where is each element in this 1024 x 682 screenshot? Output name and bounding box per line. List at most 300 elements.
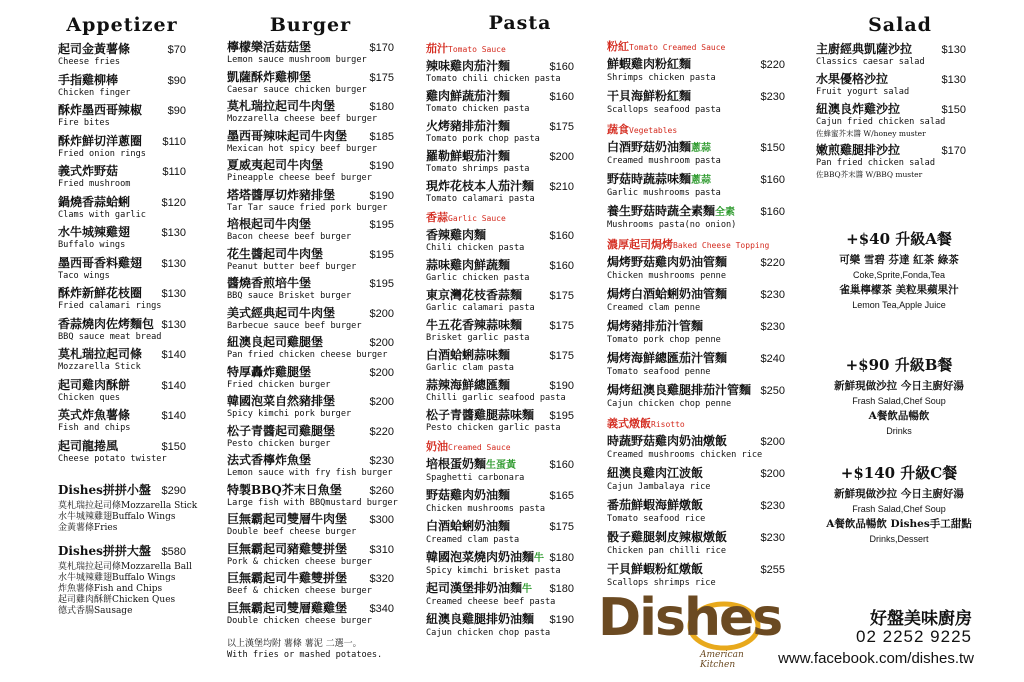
item-price: $165 [549, 490, 574, 502]
item-name-en: Cajun fried chicken salad [816, 117, 946, 127]
item-name-zh: 起司金黃薯條 [58, 42, 131, 56]
item-name-zh: 松子青醬起司雞腿堡 [227, 423, 336, 438]
menu-item [607, 287, 785, 314]
upgrade-title: +$140 升級C餐 [840, 464, 958, 482]
menu-item [227, 571, 394, 597]
appetizer-heading: Appetizer [66, 14, 178, 36]
item-name-zh: 骰子雞腿剝皮辣椒燉飯 [607, 530, 728, 544]
item-price: $140 [161, 410, 186, 422]
menu-item [426, 378, 574, 404]
item-price: $255 [760, 564, 785, 576]
item-price: $130 [941, 74, 966, 86]
section-name: 濃厚起司焗烤 [607, 238, 673, 251]
item-price: $130 [941, 44, 966, 56]
menu-item [58, 134, 186, 160]
item-name-zh: 塔塔醬厚切炸豬排堡 [227, 187, 336, 202]
item-name-zh: 檸檬樂活菇菇堡 [227, 40, 312, 54]
item-name-zh: 蒜辣海鮮總匯麵 [426, 378, 511, 392]
menu-item [227, 424, 394, 450]
menu-item [426, 59, 574, 85]
item-name-zh: 嫩煎雞腿排沙拉 [816, 143, 901, 157]
item-name-zh: 起司龍捲風 [58, 438, 119, 453]
item-name-zh: 火烤豬排茄汁麵 [426, 119, 511, 133]
upgrade-line: 可樂 雪碧 芬達 紅茶 綠茶 [839, 254, 959, 266]
logo-text: Dishes [598, 588, 782, 648]
item-name-en: Tomato shrimps pasta [426, 164, 530, 174]
menu-item [426, 288, 574, 314]
item-name-zh: 巨無霸起司雙層牛肉堡 [227, 512, 348, 526]
platter-large-lines [58, 561, 192, 617]
item-price: $220 [369, 425, 394, 438]
upgrade-set [806, 354, 992, 439]
menu-item [227, 188, 394, 214]
item-price: $160 [549, 459, 574, 471]
item-name-en: Spicy kimchi pork burger [227, 409, 352, 419]
platter-line: 起司雞肉酥餅Chicken Ques [58, 594, 176, 605]
item-name-zh: 墨西哥香料雞翅 [58, 255, 143, 270]
menu-item [58, 256, 186, 282]
item-price: $130 [161, 257, 186, 270]
item-price: $195 [369, 248, 394, 261]
item-name-zh: 焗烤豬排茄汁管麵 [607, 319, 704, 333]
item-price: $160 [549, 230, 574, 242]
item-name-en: Taco wings [58, 270, 110, 281]
item-name-zh: 干貝海鮮粉紅麵 [607, 89, 692, 103]
menu-item [227, 335, 394, 361]
item-name-zh: 特厚轟炸雞腿堡 [227, 364, 312, 379]
item-name-zh: 醬燒香煎培牛堡 [227, 276, 312, 290]
item-price: $175 [549, 521, 574, 533]
item-name-en: Tar Tar sauce fried pork burger [227, 202, 388, 213]
item-name-zh: 酥炸墨西哥辣椒 [58, 103, 143, 117]
item-name-zh: 香辣雞肉麵 [426, 228, 487, 242]
menu-item [227, 217, 394, 243]
item-name-zh: 番茄鮮蝦海鮮燉飯 [607, 498, 704, 512]
item-name-zh: 莫札瑞拉起司牛肉堡 [227, 99, 336, 113]
item-price: $230 [369, 455, 394, 467]
menu-item [607, 434, 785, 461]
item-name-zh: 焗烤海鮮總匯茄汁管麵 [607, 351, 728, 365]
upgrade-line: 新鮮現做沙拉 今日主廚好湯 [834, 380, 964, 392]
menu-item [426, 519, 574, 546]
item-name-en: Buffalo wings [58, 240, 126, 250]
item-name-zh: 養生野菇時蔬全素麵全素 [607, 204, 736, 218]
menu-item [227, 601, 394, 627]
item-price: $200 [549, 151, 574, 163]
item-name-zh: 酥炸鮮切洋蔥圈 [58, 133, 143, 148]
item-price: $250 [760, 385, 785, 397]
menu-item [607, 140, 785, 167]
item-price: $175 [369, 71, 394, 84]
item-name-en: Fried onion rings [58, 148, 146, 159]
item-price: $175 [549, 121, 574, 133]
upgrade-line: A餐飲品暢飲 [868, 410, 930, 422]
item-name-zh: 羅勒鮮蝦茄汁麵 [426, 149, 511, 163]
item-name-zh: 鍋燒香蒜蛤蜊 [58, 194, 131, 209]
menu-item [607, 562, 785, 589]
menu-item [227, 129, 394, 155]
item-price: $195 [369, 278, 394, 290]
item-price: $200 [369, 337, 394, 349]
item-name-en: Creamed cheese beef pasta [426, 597, 556, 607]
burger-note-zh: 以上漢堡均附 薯條 薯泥 二選一。 [227, 638, 362, 649]
item-price: $180 [549, 552, 574, 564]
menu-item [227, 247, 394, 273]
item-name-zh: 野菇時蔬蒜味麵蔥蒜 [607, 172, 712, 186]
item-name-en: Chili chicken pasta [426, 243, 525, 253]
section-garlic-heading [426, 209, 574, 225]
menu-item [58, 103, 186, 129]
item-price: $140 [161, 379, 186, 392]
item-name-zh: 紐澳良起司雞腿堡 [227, 335, 324, 349]
item-price: $230 [760, 289, 785, 301]
section-tomato-heading [426, 40, 574, 56]
item-name-en: Creamed clam pasta [426, 535, 520, 545]
item-name-en: Fried chicken burger [227, 379, 331, 390]
item-name-en: Shrimps chicken pasta [607, 73, 716, 83]
item-name-en: Pan fried chicken cheese burger [227, 350, 388, 360]
item-name-zh: 美式經典起司牛肉堡 [227, 305, 336, 320]
item-name-en: Clams with garlic [58, 209, 146, 220]
facebook-url[interactable]: www.facebook.com/dishes.tw [778, 650, 974, 667]
menu-item [426, 318, 574, 344]
menu-item [227, 40, 394, 66]
item-name-en: Tomato calamari pasta [426, 194, 535, 204]
menu-item [426, 581, 574, 608]
menu-item [227, 453, 394, 479]
item-price: $200 [760, 436, 785, 448]
item-name-en: Tomato pork chop pasta [426, 134, 540, 144]
menu-item [426, 457, 574, 484]
item-name-en: Scallops seafood pasta [607, 105, 721, 115]
item-name-zh: 紐澳良雞腿排奶油麵 [426, 612, 535, 626]
salad-item [816, 143, 966, 180]
item-name-zh: 雞肉鮮蔬茄汁麵 [426, 89, 511, 103]
item-name-en: Barbecue sauce beef burger [227, 320, 362, 331]
menu-item [426, 228, 574, 254]
item-price: $230 [760, 500, 785, 512]
menu-item [58, 408, 186, 434]
item-name-en: Garlic calamari pasta [426, 303, 535, 313]
item-name-zh: 香蒜燒肉佐烤麵包 [58, 316, 155, 331]
menu-item [607, 383, 785, 410]
section-subtitle: Tomato Creamed Sauce [629, 43, 726, 52]
item-price: $190 [369, 189, 394, 202]
item-price: $90 [167, 105, 186, 117]
item-name-en: BBQ sauce meat bread [58, 331, 162, 342]
pasta-column-2 [607, 38, 785, 594]
item-name-en: Fried calamari rings [58, 301, 162, 311]
menu-item [58, 195, 186, 221]
salad-list [816, 42, 966, 180]
item-name-en: Mexican hot spicy beef burger [227, 143, 378, 154]
item-name-en: Double chicken cheese burger [227, 615, 372, 626]
item-tag: 牛 [522, 584, 533, 595]
item-name-en: Creamed mushrooms chicken rice [607, 450, 763, 460]
item-price: $130 [161, 288, 186, 300]
item-price: $110 [162, 135, 186, 148]
item-name-en: Tomato pork chop penne [607, 335, 721, 345]
item-name-zh: 松子青醬雞腿蒜味麵 [426, 408, 535, 422]
upgrade-line: 新鮮現做沙拉 今日主廚好湯 [834, 488, 964, 500]
item-name-zh: 特製BBQ芥末日魚堡 [227, 482, 342, 497]
item-name-en: BBQ sauce Brisket burger [227, 291, 352, 301]
section-subtitle: Garlic Sauce [448, 214, 506, 223]
item-price: $180 [369, 101, 394, 113]
section-cream-heading [426, 438, 574, 454]
item-price: $340 [369, 602, 394, 615]
item-price: $130 [161, 318, 186, 331]
section-subtitle: Tomato Sauce [448, 45, 506, 54]
menu-item [227, 276, 394, 302]
section-veg-heading [607, 121, 785, 137]
item-price: $260 [369, 484, 394, 497]
item-price: $190 [549, 614, 574, 626]
menu-item [607, 498, 785, 525]
item-name-zh: 巨無霸起司雙層雞雞堡 [227, 600, 348, 615]
item-name-zh: 紐澳良炸雞沙拉 [816, 102, 901, 116]
item-name-zh: 法式香檸炸魚堡 [227, 453, 312, 467]
menu-item [426, 488, 574, 515]
item-tag: 全素 [715, 207, 736, 218]
item-name-en: Chicken pan chilli rice [607, 546, 726, 556]
menu-item [607, 351, 785, 378]
item-name-en: Scallops shrimps rice [607, 578, 716, 588]
menu-item [227, 306, 394, 332]
item-name-en: Classics caesar salad [816, 57, 925, 67]
platter-large-price: $580 [161, 545, 186, 558]
salad-heading: Salad [868, 14, 932, 36]
item-name-en: Mushrooms pasta(no onion) [607, 220, 737, 230]
menu-item [58, 439, 186, 465]
menu-item [58, 378, 186, 404]
item-price: $170 [941, 145, 966, 157]
item-name-zh: 英式炸魚薯條 [58, 408, 131, 422]
item-name-zh: 焗烤野菇雞肉奶油管麵 [607, 255, 728, 269]
item-name-zh: 巨無霸起司豬雞雙拼堡 [227, 541, 348, 556]
item-price: $90 [167, 74, 186, 87]
platter-small [58, 482, 198, 534]
menu-item [607, 530, 785, 557]
item-name-zh: 主廚經典凱薩沙拉 [816, 42, 913, 56]
menu-item [58, 317, 186, 343]
item-name-zh: 鮮蝦雞肉粉紅麵 [607, 57, 692, 71]
item-price: $160 [760, 174, 785, 186]
section-name: 香蒜 [426, 211, 448, 224]
appetizer-list [58, 42, 186, 465]
item-name-en: Tomato chili chicken pasta [426, 74, 561, 84]
item-name-en: Double beef cheese burger [227, 527, 357, 537]
item-name-zh: 培根蛋奶麵生蛋黃 [426, 457, 517, 471]
upgrade-title: +$90 升級B餐 [845, 356, 953, 374]
item-tag: 蔥蒜 [691, 175, 712, 186]
item-price: $200 [369, 396, 394, 408]
salad-column [816, 0, 966, 184]
item-name-en: Fried mushroom [58, 179, 131, 189]
item-price: $300 [369, 514, 394, 526]
item-name-en: Cajun chicken chop penne [607, 399, 732, 409]
item-name-en: Garlic clam pasta [426, 363, 514, 373]
burger-note-en: With fries or mashed potatoes. [227, 649, 383, 660]
menu-item [58, 286, 186, 312]
item-price: $175 [549, 350, 574, 362]
section-name: 蔬食 [607, 123, 629, 136]
item-price: $320 [369, 573, 394, 585]
upgrade-line: A餐飲品暢飲 Dishes手工甜點 [826, 518, 972, 530]
platter-small-title: Dishes拼拼小盤 [58, 482, 151, 497]
item-price: $160 [549, 260, 574, 272]
upgrade-set [806, 228, 992, 313]
menu-item [227, 70, 394, 96]
item-name-zh: 培根起司牛肉堡 [227, 217, 312, 231]
item-name-zh: 韓國泡菜燒肉奶油麵牛 [426, 550, 545, 564]
item-name-zh: 起司漢堡排奶油麵牛 [426, 581, 533, 595]
item-name-en: Cajun chicken chop pasta [426, 628, 551, 638]
platter-small-price: $290 [161, 484, 186, 497]
item-price: $190 [549, 380, 574, 392]
item-name-en: Tomato chicken pasta [426, 104, 530, 114]
item-price: $170 [369, 42, 394, 54]
item-name-en: Pork & chicken cheese burger [227, 556, 372, 567]
item-price: $160 [760, 206, 785, 218]
salad-item [816, 102, 966, 139]
menu-item [58, 164, 186, 190]
platter-line: 金黃薯條Fries [58, 522, 118, 533]
item-name-en: Creamed clam penne [607, 303, 701, 313]
item-price: $150 [941, 104, 966, 116]
item-name-zh: 墨西哥辣味起司牛肉堡 [227, 128, 348, 143]
item-name-en: Caesar sauce chicken burger [227, 84, 367, 95]
platter-line: 莫札瑞拉起司條Mozzarella Stick [58, 500, 198, 511]
salad-item [816, 42, 966, 68]
menu-item [607, 172, 785, 199]
item-name-en: Beef & chicken cheese burger [227, 586, 372, 596]
item-name-en: Fish and chips [58, 423, 131, 433]
item-price: $210 [549, 181, 574, 193]
item-name-zh: 手指雞柳棒 [58, 72, 119, 87]
item-price: $200 [760, 468, 785, 480]
item-price: $160 [549, 91, 574, 103]
menu-item [227, 542, 394, 568]
item-name-zh: 夏威夷起司牛肉堡 [227, 158, 324, 172]
item-name-zh: 義式炸野菇 [58, 164, 119, 178]
item-name-en: Brisket garlic pasta [426, 333, 530, 343]
item-price: $185 [369, 130, 394, 143]
item-name-zh: 牛五花香辣蒜味麵 [426, 318, 523, 332]
pasta-column [426, 0, 574, 643]
item-price: $230 [760, 321, 785, 333]
item-name-en: Cheese potato twister [58, 453, 167, 464]
menu-item [607, 89, 785, 116]
item-name-en: Chilli garlic seafood pasta [426, 393, 566, 403]
item-name-en: Mozzarella Stick [58, 362, 141, 372]
burger-heading: Burger [269, 14, 352, 36]
menu-item [227, 512, 394, 538]
menu-item [58, 347, 186, 373]
section-name: 奶油 [426, 440, 448, 453]
section-name: 茄汁 [426, 42, 448, 55]
item-price: $110 [162, 166, 186, 178]
item-name-zh: 韓國泡菜自然豬排堡 [227, 394, 336, 408]
upgrade-line: Drinks,Dessert [869, 534, 929, 544]
menu-item [426, 408, 574, 434]
dishes-logo [596, 586, 782, 670]
item-name-en: Pesto chicken burger [227, 438, 331, 449]
item-name-zh: 現炸花枝本人茄汁麵 [426, 179, 535, 193]
item-name-zh: 白酒野菇奶油麵蔥蒜 [607, 140, 712, 154]
item-price: $200 [369, 366, 394, 379]
item-tag: 牛 [534, 553, 545, 564]
item-name-en: Lemon sauce with fry fish burger [227, 468, 393, 478]
item-price: $195 [549, 410, 574, 422]
item-name-en: Spicy kimchi brisket pasta [426, 566, 561, 576]
item-price: $140 [161, 349, 186, 361]
section-pink-heading [607, 38, 785, 54]
upgrade-line: Coke,Sprite,Fonda,Tea [852, 270, 946, 280]
platter-line: 莫札瑞拉起司條Mozzarella Ball [58, 561, 192, 572]
item-price: $120 [161, 196, 186, 209]
item-price: $195 [369, 219, 394, 231]
menu-item [607, 255, 785, 282]
burger-column [227, 0, 398, 661]
item-price: $230 [760, 532, 785, 544]
item-name-en: Cajun Jambalaya rice [607, 482, 711, 492]
item-price: $70 [167, 44, 186, 56]
item-price: $175 [549, 290, 574, 302]
upgrade-line: Drinks [886, 426, 912, 436]
item-name-zh: 焗烤紐澳良雞腿排茄汁管麵 [607, 383, 752, 397]
item-name-en: Tomato seafood penne [607, 367, 711, 377]
menu-item [227, 99, 394, 125]
item-name-en: Lemon sauce mushroom burger [227, 55, 367, 65]
section-risotto-heading [607, 415, 785, 431]
menu-item [227, 158, 394, 184]
platter-large-title: Dishes拼拼大盤 [58, 543, 151, 558]
item-name-en: Cheese fries [58, 57, 121, 67]
item-name-en: Peanut butter beef burger [227, 261, 357, 272]
item-name-en: Chicken mushrooms pasta [426, 504, 545, 514]
upgrade-line: 雀巢檸檬茶 美粒果蘋果汁 [839, 284, 959, 296]
platter-large [58, 543, 192, 617]
restaurant-name: 好盤美味廚房 [870, 609, 972, 629]
item-name-en: Chicken finger [58, 87, 131, 98]
item-name-en: Creamed mushroom pasta [607, 156, 721, 166]
item-price: $240 [760, 353, 785, 365]
platter-line: 炸魚薯條Fish and Chips [58, 583, 163, 594]
menu-item [426, 119, 574, 145]
item-price: $160 [549, 61, 574, 73]
item-name-en: Tomato seafood rice [607, 514, 706, 524]
item-tag: 生蛋黃 [486, 460, 517, 471]
item-name-zh: 干貝鮮蝦粉紅燉飯 [607, 562, 704, 576]
menu-item [607, 319, 785, 346]
upgrade-line: Frash Salad,Chef Soup [852, 504, 946, 514]
menu-item [607, 466, 785, 493]
pasta-sections-2 [607, 38, 785, 589]
menu-item [426, 612, 574, 639]
menu-item [426, 149, 574, 175]
menu-item [426, 89, 574, 115]
item-name-zh: 酥炸新鮮花枝圈 [58, 286, 143, 300]
upgrade-set [806, 462, 992, 547]
menu-item [58, 225, 186, 251]
item-price: $220 [760, 257, 785, 269]
item-price: $175 [549, 320, 574, 332]
item-name-en: Fruit yogurt salad [816, 87, 910, 97]
item-name-zh: 白酒蛤蜊奶油麵 [426, 519, 511, 533]
item-name-zh: 起司雞肉酥餅 [58, 377, 131, 392]
item-name-zh: 辣味雞肉茄汁麵 [426, 59, 511, 73]
